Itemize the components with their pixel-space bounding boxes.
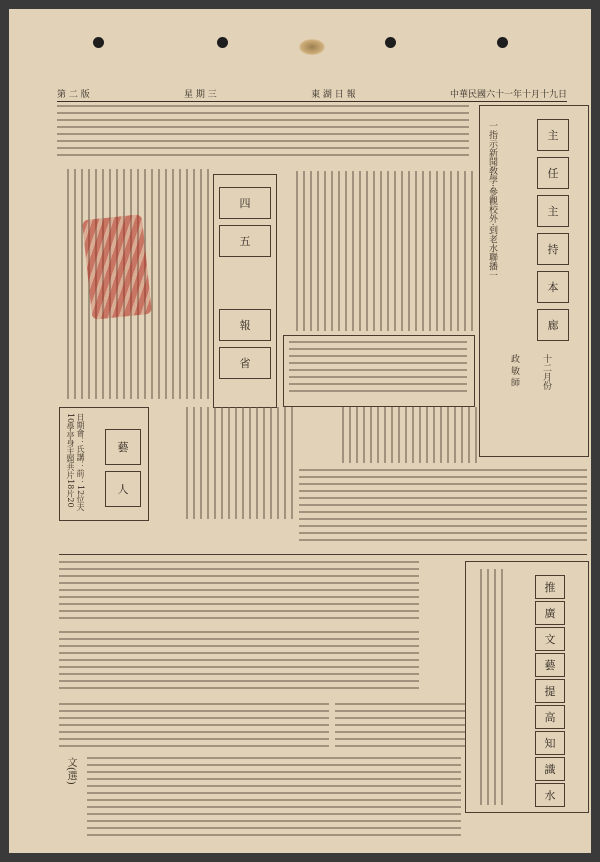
lead-article-text xyxy=(57,105,469,167)
month-label: 十二月份 xyxy=(541,354,551,390)
title-box: 主 xyxy=(537,195,569,227)
title-box: 任 xyxy=(537,157,569,189)
center-article-text xyxy=(283,171,473,331)
lower-article-1 xyxy=(59,561,419,625)
masthead xyxy=(57,87,567,99)
edition-weekday: 星 期 三 xyxy=(184,89,217,100)
red-stamp xyxy=(82,214,152,320)
slogan-box: 水 xyxy=(535,783,565,807)
slogan-box: 廣 xyxy=(535,601,565,625)
slogan-box: 文 xyxy=(535,627,565,651)
wide-article-text xyxy=(299,469,587,547)
center-box: 四 xyxy=(219,187,271,219)
left-panel-text: 日期會：氏講：前：12位夫10學亭身主題共片18片20 xyxy=(66,413,85,512)
stain xyxy=(299,39,325,55)
newspaper-page xyxy=(9,9,591,853)
notice-text xyxy=(153,407,293,519)
section-rule xyxy=(59,554,587,556)
title-box: 本 xyxy=(537,271,569,303)
center-inset-text xyxy=(289,341,467,401)
slogan-box: 藝 xyxy=(535,653,565,677)
punch-hole xyxy=(497,37,508,48)
center-box: 五 xyxy=(219,225,271,257)
right-column-heading: 一指示新聞敎學·參觀校外·到老水聯播一 xyxy=(487,121,497,280)
lower-article-3 xyxy=(59,703,329,749)
punch-hole xyxy=(385,37,396,48)
title-box: 主 xyxy=(537,119,569,151)
lower-article-4 xyxy=(335,703,465,749)
panel-box: 人 xyxy=(105,471,141,507)
slogan-box: 推 xyxy=(535,575,565,599)
bottom-left-mark: 文(選) xyxy=(65,757,76,785)
slogan-box: 識 xyxy=(535,757,565,781)
bottom-article-text xyxy=(87,757,461,843)
title-box: 廊 xyxy=(537,309,569,341)
slogan-box: 提 xyxy=(535,679,565,703)
middle-right-text xyxy=(299,407,477,463)
chair-label: 政 敏 師 xyxy=(509,354,519,387)
title-box: 持 xyxy=(537,233,569,265)
top-rule xyxy=(57,101,567,102)
lower-article-2 xyxy=(59,631,419,697)
center-box: 報 xyxy=(219,309,271,341)
slogan-box: 高 xyxy=(535,705,565,729)
punch-hole xyxy=(93,37,104,48)
slogan-box: 知 xyxy=(535,731,565,755)
lower-right-text xyxy=(471,569,503,805)
center-box: 省 xyxy=(219,347,271,379)
paper-name: 東 湖 日 報 xyxy=(311,89,356,100)
punch-hole xyxy=(217,37,228,48)
panel-box: 藝 xyxy=(105,429,141,465)
edition-page: 第 二 版 xyxy=(57,89,90,100)
edition-date: 中華民國六十一年十月十九日 xyxy=(449,89,567,100)
